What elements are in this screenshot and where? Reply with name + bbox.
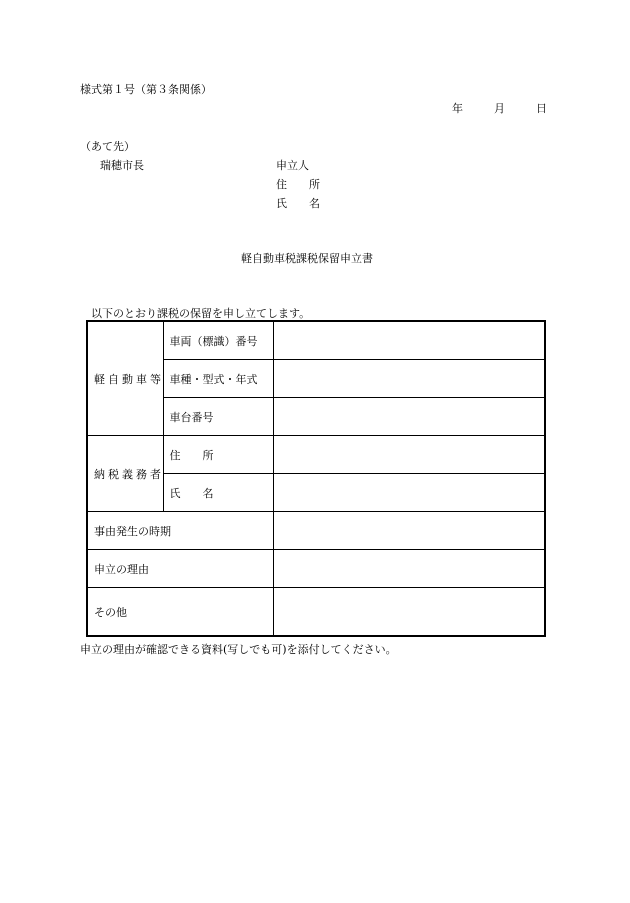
footer-note: 申立の理由が確認できる資料(写しでも可)を添付してください。 xyxy=(80,643,397,656)
table-row xyxy=(87,321,545,360)
table-row xyxy=(87,588,545,637)
application-table xyxy=(86,320,546,637)
plate-number-field[interactable] xyxy=(273,321,545,360)
taxpayer-group-label: 納税義務者 xyxy=(87,436,163,512)
event-time-label: 事由発生の時期 xyxy=(87,512,273,550)
document-title: 軽自動車税課税保留申立書 xyxy=(241,252,373,265)
date-month-label: 月 xyxy=(494,102,505,115)
other-label: その他 xyxy=(87,588,273,637)
taxpayer-address-field[interactable] xyxy=(273,436,545,474)
intro-text: 以下のとおり課税の保留を申し立てします。 xyxy=(91,307,311,320)
table-row xyxy=(87,550,545,588)
model-year-field[interactable] xyxy=(273,360,545,398)
date-line xyxy=(452,100,547,116)
addressee-name: 瑞穂市長 xyxy=(100,159,144,172)
reason-label: 申立の理由 xyxy=(87,550,273,588)
taxpayer-name-field[interactable] xyxy=(273,474,545,512)
date-day-label: 日 xyxy=(536,102,547,115)
chassis-number-field[interactable] xyxy=(273,398,545,436)
table-row xyxy=(87,512,545,550)
model-year-label: 車種・型式・年式 xyxy=(163,360,273,398)
taxpayer-name-label: 氏 名 xyxy=(163,474,273,512)
table-row xyxy=(87,436,545,474)
date-year-label: 年 xyxy=(452,102,463,115)
reason-field[interactable] xyxy=(273,550,545,588)
chassis-number-label: 車台番号 xyxy=(163,398,273,436)
vehicle-group-label: 軽自動車等 xyxy=(87,321,163,436)
taxpayer-address-label: 住 所 xyxy=(163,436,273,474)
applicant-title: 申立人 xyxy=(276,159,309,172)
plate-number-label: 車両（標識）番号 xyxy=(163,321,273,360)
applicant-name-label: 氏 名 xyxy=(276,197,320,210)
applicant-address-label: 住 所 xyxy=(276,178,320,191)
other-field[interactable] xyxy=(273,588,545,637)
form-number: 様式第１号（第３条関係） xyxy=(80,83,212,96)
addressee-label: （あて先） xyxy=(80,140,135,153)
event-time-field[interactable] xyxy=(273,512,545,550)
